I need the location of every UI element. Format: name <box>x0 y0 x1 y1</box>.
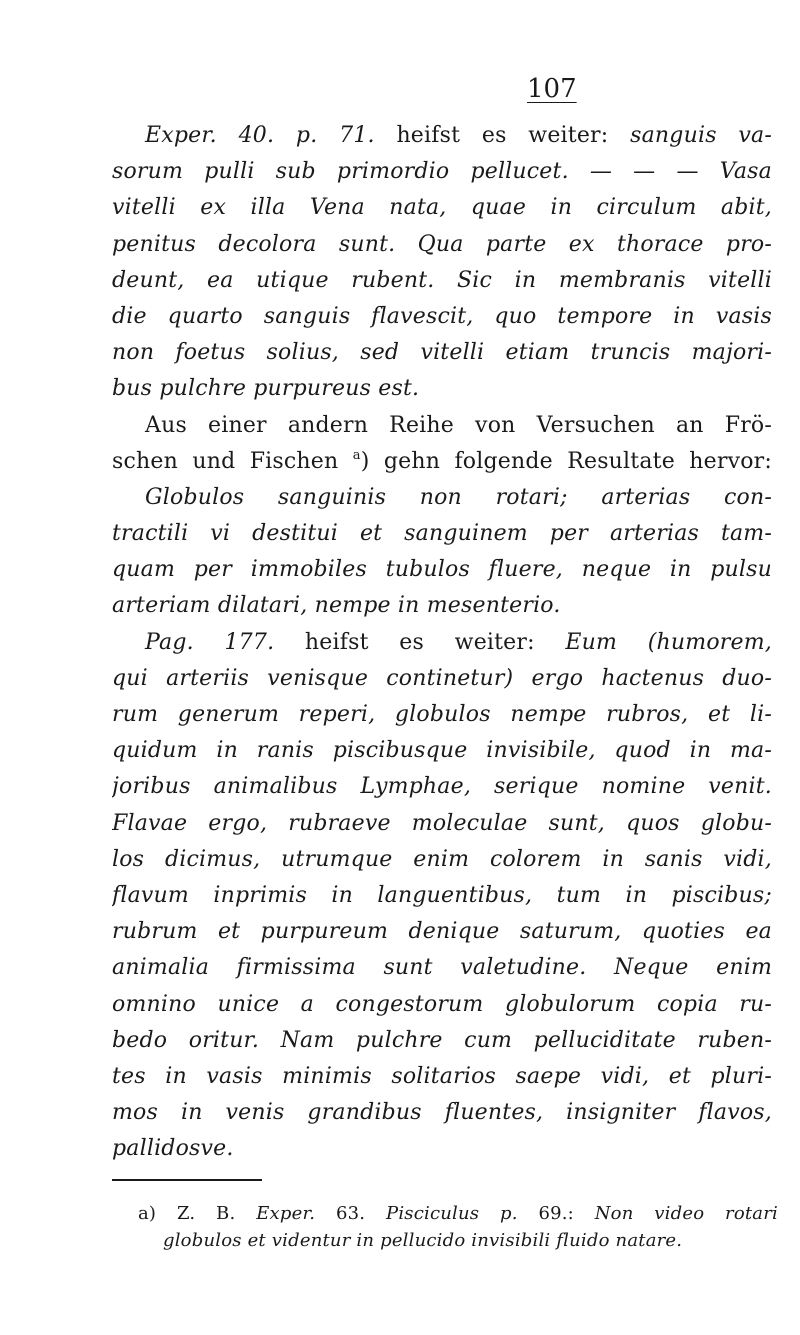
text-line <box>112 914 772 950</box>
text-segment: tractili vi destitui et sanguinem per arterias tam- <box>112 521 772 547</box>
text-segment: Exper. 40. p. 71. <box>145 123 397 148</box>
text-segment: schen und Fischen <box>112 448 353 474</box>
text-segment: los dicimus, utrumque enim colorem in sanis vidi, <box>112 846 772 872</box>
text-line <box>112 408 772 444</box>
text-segment: Eum (humorem, <box>565 629 772 655</box>
footnote-separator-rule <box>112 1179 262 1181</box>
text-segment: heifst es weiter: <box>304 629 566 655</box>
text-line <box>112 878 772 914</box>
text-segment: animalia firmissima sunt valetudine. Neque enim <box>112 955 772 981</box>
text-line <box>112 842 772 878</box>
text-segment: ) gehn folgende Resultate hervor: <box>360 448 772 474</box>
text-line <box>112 1131 772 1167</box>
text-line <box>112 697 772 733</box>
text-line <box>112 263 772 299</box>
text-segment: qui arteriis venisque continetur) ergo hactenus duo- <box>112 665 772 691</box>
text-segment: bus pulchre purpureus est. <box>112 376 420 402</box>
text-segment: globulos et videntur in pellucido invisibili fluido natare. <box>163 1230 683 1251</box>
text-segment: pallidosve. <box>112 1136 234 1162</box>
text-line <box>112 227 772 263</box>
text-line <box>112 661 772 697</box>
text-line <box>112 371 772 407</box>
text-line <box>112 625 772 661</box>
text-line <box>112 733 772 769</box>
text-segment: die quarto sanguis flavescit, quo tempore in vasis <box>112 303 772 329</box>
text-segment: bedo oritur. Nam pulchre cum pelluciditate ruben- <box>112 1027 772 1053</box>
text-segment: omnino unice a congestorum globulorum copia ru- <box>112 991 772 1017</box>
text-segment: tes in vasis minimis solitarios saepe vidi, et pluri- <box>112 1063 772 1089</box>
text-segment: 69.: <box>538 1203 595 1224</box>
text-line <box>112 154 772 190</box>
text-segment: Pisciculus p. <box>386 1203 539 1224</box>
text-segment: rum generum reperi, globulos nempe rubros, et li- <box>112 702 772 727</box>
page-number: 107 <box>527 74 577 104</box>
text-line <box>112 190 772 226</box>
text-segment: vitelli ex illa Vena nata, quae in circulum abit, <box>112 195 772 221</box>
text-line <box>112 444 772 480</box>
text-line <box>112 480 772 516</box>
text-segment: quam per immobiles tubulos fluere, neque in pulsu <box>112 557 772 583</box>
text-line <box>112 950 772 986</box>
text-segment: quidum in ranis piscibusque invisibile, quod in ma- <box>112 738 772 764</box>
text-segment: a) Z. B. <box>138 1203 257 1224</box>
text-segment: Flavae ergo, rubraeve moleculae sunt, quos globu- <box>112 810 772 836</box>
text-segment: sorum pulli sub primordio pellucet. — — — Vasa <box>112 159 772 185</box>
text-segment: heifst es weiter: <box>396 123 631 148</box>
text-segment: sanguis va- <box>630 123 772 148</box>
text-line <box>112 1095 772 1131</box>
text-segment: deunt, ea utique rubent. Sic in membranis vitelli <box>112 267 772 293</box>
text-segment: arteriam dilatari, nempe in mesenterio. <box>112 593 561 619</box>
text-segment: mos in venis grandibus fluentes, insigniter flavos, <box>112 1100 772 1126</box>
text-line <box>112 1059 772 1095</box>
footnote-line <box>138 1227 778 1254</box>
text-segment: rubrum et purpureum denique saturum, quoties ea <box>112 919 772 945</box>
text-line <box>112 516 772 552</box>
text-segment: Exper. <box>256 1203 336 1224</box>
text-line <box>112 987 772 1023</box>
text-segment: joribus animalibus Lymphae, serique nomine venit. <box>112 774 772 800</box>
text-segment: Globulos sanguinis non rotari; arterias con- <box>145 484 772 510</box>
text-line <box>112 806 772 842</box>
text-line <box>112 299 772 335</box>
text-segment: 63. <box>336 1203 387 1224</box>
text-line <box>112 552 772 588</box>
text-line <box>112 118 772 154</box>
text-segment: Pag. 177. <box>145 629 305 655</box>
text-line <box>112 1023 772 1059</box>
text-segment: non foetus solius, sed vitelli etiam truncis majori- <box>112 340 772 366</box>
text-line <box>112 588 772 624</box>
footnote-line <box>138 1200 778 1227</box>
text-segment: flavum inprimis in languentibus, tum in piscibus; <box>112 882 772 908</box>
text-segment: Aus einer andern Reihe von Versuchen an Frö- <box>145 412 772 438</box>
text-segment: penitus decolora sunt. Qua parte ex thorace pro- <box>112 231 772 257</box>
footnote <box>138 1200 778 1254</box>
body-text <box>112 118 772 1167</box>
footnote-marker: a <box>352 447 361 463</box>
text-line <box>112 769 772 805</box>
text-segment: Non video rotari <box>594 1203 778 1224</box>
text-line <box>112 335 772 371</box>
